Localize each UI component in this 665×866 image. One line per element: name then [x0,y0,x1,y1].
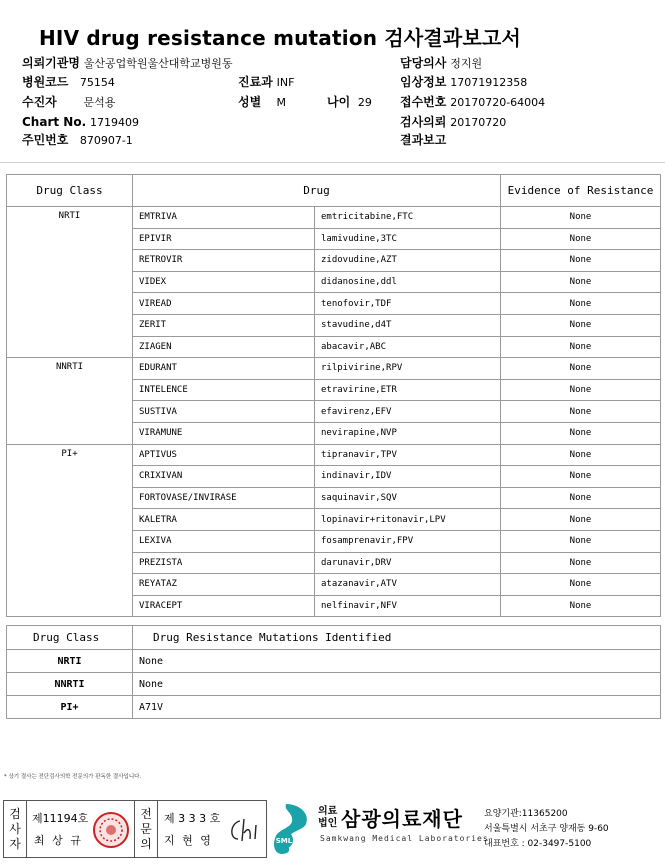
drug-generic-cell: stavudine,d4T [315,314,501,336]
age-label: 나이 [327,95,351,109]
rrn-value: 870907-1 [79,134,133,147]
drug-generic-cell: tenofovir,TDF [315,293,501,315]
col-header-evidence: Evidence of Resistance [501,175,661,207]
drug-brand-cell: REYATAZ [133,574,315,596]
resistance-header-row [7,175,661,207]
age-value: 29 [357,96,372,109]
specialist-license: 제 3 3 3 호 [164,812,221,825]
signature-block [3,800,267,858]
evidence-cell: None [501,574,661,596]
examiner-name: 최 상 규 [34,834,83,847]
mutation-row [7,673,661,696]
mutation-header-row [7,626,661,650]
institution-value: 울산공업학원울산대학교병원동 [83,57,233,70]
drug-row [7,358,661,380]
drug-generic-cell: zidovudine,AZT [315,250,501,272]
drug-brand-cell: CRIXIVAN [133,466,315,488]
drug-generic-cell: fosamprenavir,FPV [315,530,501,552]
examiner-license: 제11194호 [32,812,89,825]
evidence-cell: None [501,358,661,380]
drug-generic-cell: etravirine,ETR [315,379,501,401]
mutation-class-cell: NRTI [7,650,133,673]
lab-org-code: 요양기관:11365200 [484,809,568,819]
drug-brand-cell: VIRACEPT [133,595,315,617]
sig-divider-3 [157,801,158,857]
rrn-label: 주민번호 [22,133,69,147]
mutation-class-cell: NNRTI [7,673,133,696]
chart-value: 1719409 [89,116,139,129]
evidence-cell: None [501,336,661,358]
mutation-row [7,650,661,673]
sex-label: 성별 [238,95,262,109]
specialist-name: 지 현 영 [164,834,213,847]
evidence-cell: None [501,293,661,315]
drug-generic-cell: abacavir,ABC [315,336,501,358]
doctor-row [400,56,482,71]
mutation-class-cell: PI+ [7,696,133,719]
mut-header-mutations: Drug Resistance Mutations Identified [133,626,661,650]
lab-corp-tag: 의료법인 [318,806,338,829]
lab-logo-icon [270,800,316,856]
drug-row [7,207,661,229]
drug-generic-cell: efavirenz,EFV [315,401,501,423]
request-value: 20170720 [450,116,507,129]
lab-address: 서울특별시 서초구 양재동 9-60 [484,824,609,834]
specialist-tag: 전 문 의 [140,807,152,851]
drug-generic-cell: didanosine,ddl [315,271,501,293]
resistance-table [6,174,661,617]
doctor-value: 정지원 [450,57,483,70]
dept-value: INF [276,76,295,89]
evidence-cell: None [501,466,661,488]
lab-english-name: Samkwang Medical Laboratories [320,834,489,843]
institution-row [22,56,233,71]
drug-brand-cell: FORTOVASE/INVIRASE [133,487,315,509]
lab-logo-text: SML [275,837,293,845]
drug-brand-cell: RETROVIR [133,250,315,272]
drug-brand-cell: ZERIT [133,314,315,336]
drug-brand-cell: INTELENCE [133,379,315,401]
receipt-label: 접수번호 [400,95,447,109]
dept-row [238,75,294,90]
hospital-code-value: 75154 [79,76,115,89]
evidence-cell: None [501,509,661,531]
resistance-table-body [7,207,661,617]
mutation-value-cell: A71V [133,696,661,719]
drug-generic-cell: saquinavir,SQV [315,487,501,509]
drug-generic-cell: lamivudine,3TC [315,228,501,250]
doctor-label: 담당의사 [400,56,447,70]
examiner-tag: 검 사 자 [9,807,21,851]
mut-header-class: Drug Class [7,626,133,650]
evidence-cell: None [501,487,661,509]
drug-brand-cell: PREZISTA [133,552,315,574]
request-label: 검사의뢰 [400,115,447,129]
dept-label: 진료과 [238,75,273,89]
hospital-code-label: 병원코드 [22,75,69,89]
drug-generic-cell: darunavir,DRV [315,552,501,574]
receipt-value: 20170720-64004 [450,96,546,109]
receipt-row [400,95,545,110]
sex-row [238,95,286,110]
request-row [400,115,506,130]
evidence-cell: None [501,530,661,552]
drug-generic-cell: tipranavir,TPV [315,444,501,466]
drug-brand-cell: ZIAGEN [133,336,315,358]
sig-divider-2 [134,801,135,857]
evidence-cell: None [501,552,661,574]
evidence-cell: None [501,207,661,229]
drug-brand-cell: EPIVIR [133,228,315,250]
drug-brand-cell: SUSTIVA [133,401,315,423]
evidence-cell: None [501,595,661,617]
drug-brand-cell: VIRAMUNE [133,422,315,444]
examiner-seal-icon [92,811,130,849]
evidence-cell: None [501,250,661,272]
lab-name: 삼광의료재단 [341,807,463,831]
patient-value: 문석용 [83,96,116,109]
evidence-cell: None [501,401,661,423]
drug-brand-cell: KALETRA [133,509,315,531]
drug-brand-cell: LEXIVA [133,530,315,552]
clinical-value: 17071912358 [450,76,528,89]
mutation-table-body [7,650,661,719]
report-label: 결과보고 [400,133,447,147]
drug-class-cell: PI+ [7,444,133,617]
clinical-row [400,75,527,90]
col-header-drug: Drug [133,175,501,207]
report-title: HIV drug resistance mutation 검사결과보고서 [38,26,522,50]
evidence-cell: None [501,444,661,466]
drug-generic-cell: emtricitabine,FTC [315,207,501,229]
age-row [327,95,372,110]
mutation-table [6,625,661,719]
drug-class-cell: NNRTI [7,358,133,444]
col-header-drug-class: Drug Class [7,175,133,207]
hospital-code-row [22,75,115,90]
patient-label: 수진자 [22,95,57,109]
drug-generic-cell: nelfinavir,NFV [315,595,501,617]
mutation-row [7,696,661,719]
drug-brand-cell: EDURANT [133,358,315,380]
drug-class-cell: NRTI [7,207,133,358]
footnote: * 상기 결사는 전단검사의학 전문의가 판독한 결사입니다. [4,774,142,780]
drug-generic-cell: nevirapine,NVP [315,422,501,444]
evidence-cell: None [501,422,661,444]
report-row [400,133,446,148]
drug-generic-cell: indinavir,IDV [315,466,501,488]
mutation-value-cell: None [133,650,661,673]
chart-row [22,115,139,130]
drug-brand-cell: VIDEX [133,271,315,293]
drug-brand-cell: APTIVUS [133,444,315,466]
drug-generic-cell: rilpivirine,RPV [315,358,501,380]
drug-brand-cell: EMTRIVA [133,207,315,229]
header-divider [0,162,665,163]
evidence-cell: None [501,228,661,250]
drug-brand-cell: VIREAD [133,293,315,315]
drug-generic-cell: lopinavir+ritonavir,LPV [315,509,501,531]
lab-phone: 대표번호 : 02-3497-5100 [484,839,592,849]
rrn-row [22,133,133,148]
mutation-value-cell: None [133,673,661,696]
sex-value: M [276,96,286,109]
evidence-cell: None [501,314,661,336]
drug-row [7,444,661,466]
patient-row [22,95,115,110]
evidence-cell: None [501,271,661,293]
institution-label: 의뢰기관명 [22,56,80,70]
chart-label: Chart No. [22,115,87,129]
clinical-label: 임상정보 [400,75,447,89]
sig-divider [26,801,27,857]
evidence-cell: None [501,379,661,401]
signature-mark-icon [226,815,262,845]
drug-generic-cell: atazanavir,ATV [315,574,501,596]
